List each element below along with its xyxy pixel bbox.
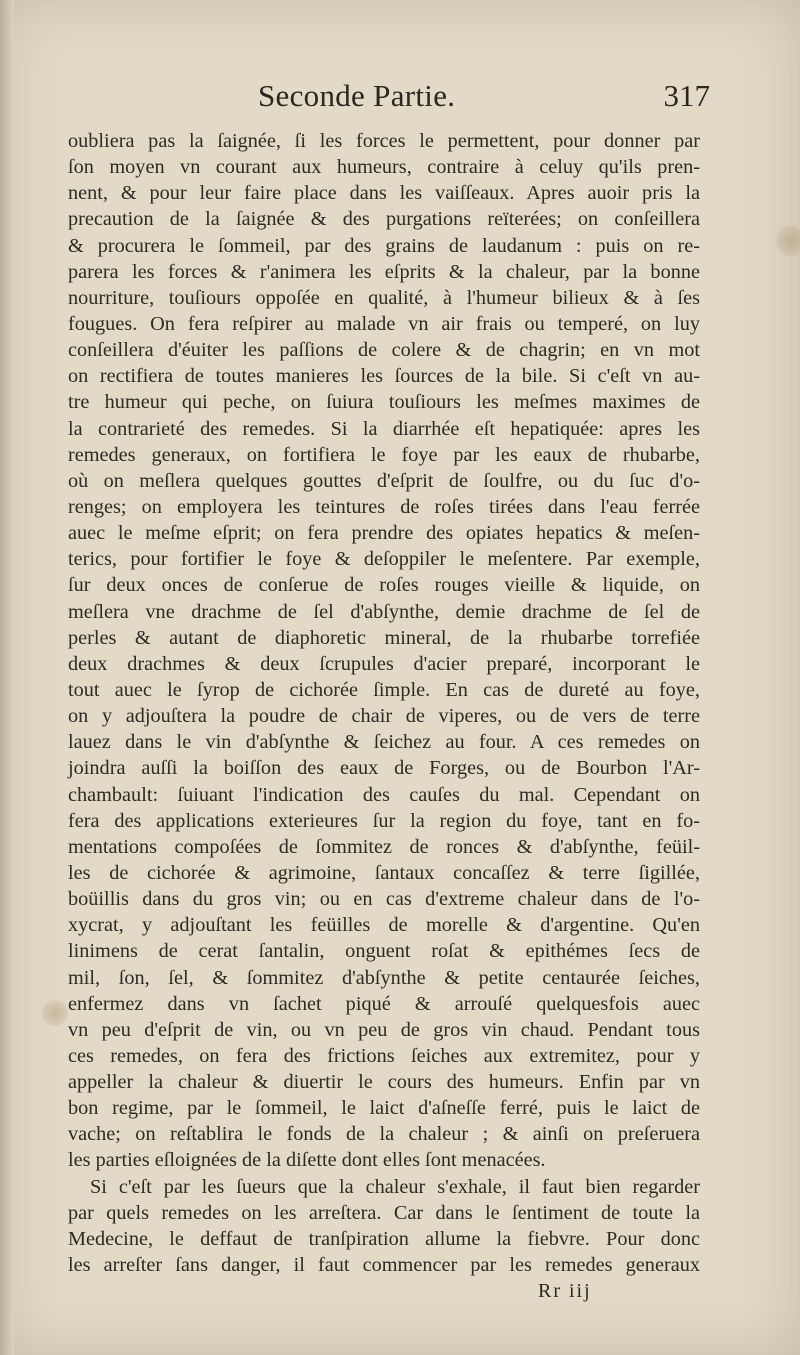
paper-stain xyxy=(42,1000,68,1026)
text-line: on rectifiera de toutes manieres les ſources de la bile. Si c'eſt vn au- xyxy=(68,365,700,388)
text-line: boüillis dans du gros vin; ou en cas d'extreme chaleur dans de l'o- xyxy=(68,888,700,911)
text-line: xycrat, y adjouſtant les feüilles de morelle & d'argentine. Qu'en xyxy=(68,914,700,937)
running-head: Seconde Partie. xyxy=(258,78,456,113)
text-line: chambault: ſuiuant l'indication des cauſes du mal. Cependant on xyxy=(68,783,700,806)
text-line: perles & autant de diaphoretic mineral, de la rhubarbe torrefiée xyxy=(68,626,700,649)
text-line: conſeillera d'éuiter les paſſions de colere & de chagrin; en vn mot xyxy=(68,339,700,362)
text-line: enfermez dans vn ſachet piqué & arrouſé quelquesfois auec xyxy=(68,992,700,1015)
text-line: terics, pour fortifier le foye & deſoppiler le meſentere. Par exemple, xyxy=(68,548,700,571)
text-line: les de cichorée & agrimoine, ſantaux concaſſez & terre ſigillée, xyxy=(68,861,700,884)
text-line: precaution de la ſaignée & des purgations reïterées; on conſeillera xyxy=(68,208,700,231)
body-text xyxy=(68,128,700,1278)
text-line: les parties eſloignées de la diſette dont elles ſont menacées. xyxy=(68,1149,546,1172)
text-line: parera les forces & r'animera les eſprits & la chaleur, par la bonne xyxy=(68,260,700,283)
text-line: Si c'eſt par les ſueurs que la chaleur s'exhale, il faut bien regarder xyxy=(90,1175,700,1198)
text-line: oubliera pas la ſaignée, ſi les forces le permettent, pour donner par xyxy=(68,130,700,152)
text-line: & procurera le ſommeil, par des grains de laudanum : puis on re- xyxy=(68,234,700,257)
text-line: nourriture, touſiours oppoſée en qualité, à l'humeur bilieux & à ſes xyxy=(68,286,700,309)
text-line: vache; on reſtablira le fonds de la chaleur ; & ainſi on preſeruera xyxy=(68,1123,700,1146)
text-line: mentations compoſées de ſommitez de ronces & d'abſynthe, feüil- xyxy=(68,835,700,858)
page-header xyxy=(70,78,710,118)
text-line: mil, ſon, ſel, & ſommitez d'abſynthe & petite centaurée ſeiches, xyxy=(68,966,700,989)
text-line: vn peu d'eſprit de vin, ou vn peu de gros vin chaud. Pendant tous xyxy=(68,1018,700,1041)
page-gutter xyxy=(0,0,14,1355)
text-line: remedes generaux, on fortifiera le foye par les eaux de rhubarbe, xyxy=(68,443,700,466)
text-line: on y adjouſtera la poudre de chair de viperes, ou de vers de terre xyxy=(68,705,700,728)
text-line: joindra auſſi la boiſſon des eaux de Forges, ou de Bourbon l'Ar- xyxy=(68,757,700,780)
text-line: fera des applications exterieures ſur la region du foye, tant en fo- xyxy=(68,809,700,832)
text-line: linimens de cerat ſantalin, onguent roſat & epithémes ſecs de xyxy=(68,940,700,963)
page-number: 317 xyxy=(663,78,710,113)
text-line: deux drachmes & deux ſcrupules d'acier preparé, incorporant le xyxy=(68,652,700,675)
text-line: lauez dans le vin d'abſynthe & ſeichez au four. A ces remedes on xyxy=(68,731,700,754)
text-line: Medecine, le deffaut de tranſpiration allume la fiebvre. Pour donc xyxy=(68,1227,700,1250)
text-line: la contrarieté des remedes. Si la diarrhée eſt hepatiquée: apres les xyxy=(68,417,700,440)
text-line: appeller la chaleur & diuertir le cours des humeurs. Enfin par vn xyxy=(68,1071,700,1094)
text-line: tre humeur qui peche, on ſuiura touſiours les meſmes maximes de xyxy=(68,391,700,414)
text-line: tout auec le ſyrop de cichorée ſimple. En cas de dureté au foye, xyxy=(68,678,700,701)
text-line: ces remedes, on fera des frictions ſeiches aux extremitez, pour y xyxy=(68,1044,700,1067)
text-line: ſur deux onces de conſerue de roſes rouges vieille & liquide, on xyxy=(68,574,700,597)
text-line: par quels remedes on les arreſtera. Car dans le ſentiment de toute la xyxy=(68,1201,700,1224)
text-line: auec le meſme eſprit; on fera prendre des opiates hepatics & meſen- xyxy=(68,522,700,545)
signature-mark: Rr iij xyxy=(538,1280,592,1302)
text-line: renges; on employera les teintures de roſes tirées dans l'eau ferrée xyxy=(68,495,700,518)
text-line: bon regime, par le ſommeil, le laict d'aſneſſe ferré, puis le laict de xyxy=(68,1097,700,1120)
text-line: ſon moyen vn courant aux humeurs, contraire à celuy qu'ils pren- xyxy=(68,156,700,179)
text-line: où on meſlera quelques gouttes d'eſprit de ſoulfre, ou du ſuc d'o- xyxy=(68,469,700,492)
text-line: nent, & pour leur faire place dans les vaiſſeaux. Apres auoir pris la xyxy=(68,182,700,205)
text-line: fougues. On fera reſpirer au malade vn air frais ou temperé, on luy xyxy=(68,312,700,335)
paper-stain xyxy=(776,226,800,256)
text-line: les arreſter ſans danger, il faut commencer par les remedes generaux xyxy=(68,1254,700,1277)
text-line: meſlera vne drachme de ſel d'abſynthe, demie drachme de ſel de xyxy=(68,600,700,623)
